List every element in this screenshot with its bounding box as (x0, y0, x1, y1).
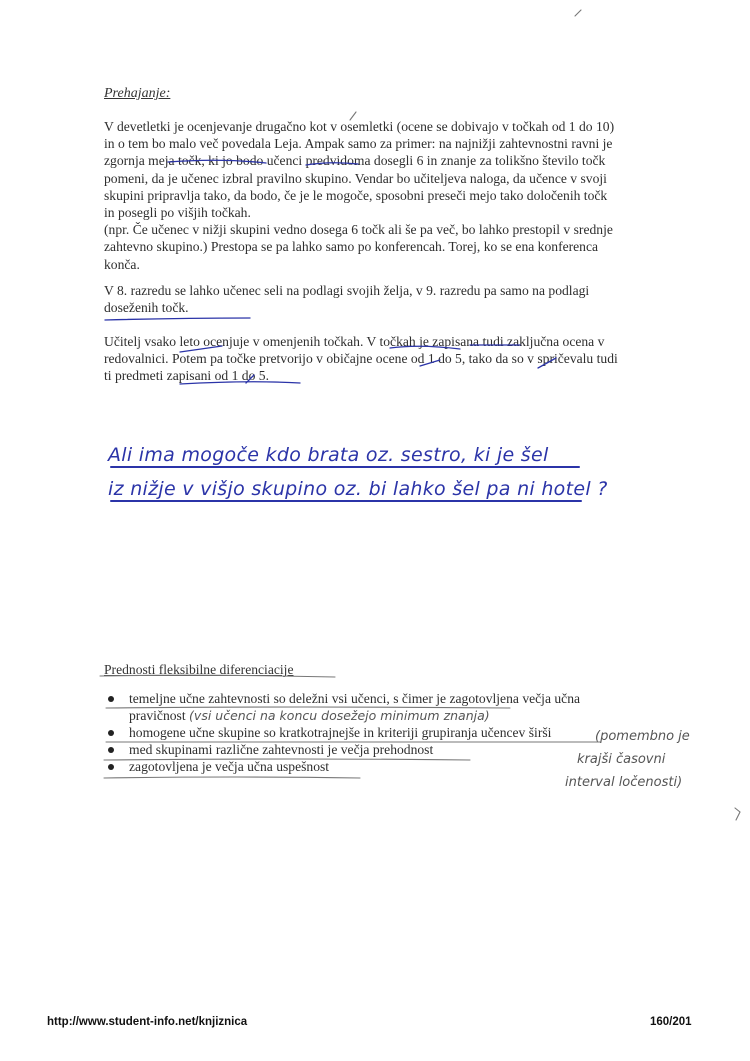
handwritten-note: (vsi učenci na koncu dosežejo minimum znanja) (189, 708, 490, 723)
text-line: konča. (104, 256, 140, 272)
side-note-line: interval ločenosti) (565, 775, 683, 790)
pen-underline (105, 318, 250, 320)
footer-page-number: 160/201 (650, 1016, 692, 1028)
advantages-list (104, 690, 624, 775)
text-line: pomeni, da je učenec izbral pravilno skupino. Vendar bo učiteljeva naloga, da učence v svoji (104, 170, 607, 186)
pencil-underline (104, 777, 360, 778)
list-item (104, 741, 624, 758)
side-note-line: krajši časovni (577, 752, 666, 767)
text-line: in posegli po višjih točkah. (104, 205, 251, 221)
text-line: V devetletki je ocenjevanje drugačno kot v osemletki (ocene se dobivajo v točkah od 1 do 10) (104, 119, 615, 134)
pencil-mark (735, 808, 740, 820)
footer-url: http://www.student-info.net/knjiznica (47, 1016, 248, 1028)
text-line: zahtevno skupino.) Prestopa se pa lahko samo po konferencah. Torej, ko se ena konferenca (104, 239, 599, 255)
text-line: in o tem bo malo več povedala Leja. Ampak samo za primer: na najnižji zahtevnostni ravni je (104, 136, 613, 152)
bullet-icon (108, 764, 114, 770)
section-heading-prednosti: Prednosti fleksibilne diferenciacije (104, 662, 294, 677)
bullet-text: temeljne učne zahtevnosti so deležni vsi učenci, s čimer je zagotovljena večja učna (129, 691, 581, 706)
text-line: V 8. razredu se lahko učenec seli na podlagi svojih želja, v 9. razredu pa samo na podlagi (104, 283, 590, 298)
handwritten-underline (110, 500, 582, 502)
pencil-mark (575, 10, 581, 16)
bullet-icon (108, 696, 114, 702)
text-line: doseženih točk. (104, 300, 189, 316)
text-line: zgornja meja točk, ki jo bodo učenci predvidoma dosegli 6 in znanje za tolikšno število točk (104, 153, 606, 169)
list-item (104, 758, 624, 775)
list-item (104, 724, 624, 741)
paragraph-ocenjevanje (104, 118, 649, 273)
handwritten-question-line-1: Ali ima mogoče kdo brata oz. sestro, ki je šel (108, 444, 549, 466)
text-line: Učitelj vsako leto ocenjuje v omenjenih točkah. V točkah je zapisana tudi zaključna ocena v (104, 334, 605, 349)
handwritten-question-line-2: iz nižje v višjo skupino oz. bi lahko šel pa ni hotel ? (108, 478, 608, 500)
text-line: (npr. Če učenec v nižji skupini vedno dosega 6 točk ali še pa več, bo lahko prestopil v srednje (104, 222, 613, 238)
handwritten-side-note (565, 725, 715, 794)
list-item (104, 690, 624, 707)
bullet-text: med skupinami različne zahtevnosti je večja prehodnost (129, 742, 434, 757)
text-line: ti predmeti zapisani od 1 do 5. (104, 368, 269, 384)
paragraph-ucitelj (104, 333, 649, 385)
bullet-text: zagotovljena je večja učna uspešnost (129, 759, 330, 774)
bullet-text: pravičnost (129, 708, 186, 723)
list-item-continuation (104, 707, 624, 724)
paragraph-razredi (104, 282, 649, 316)
bullet-text: homogene učne skupine so kratkotrajnejše in kriteriji grupiranja učencev širši (129, 725, 552, 740)
bullet-icon (108, 730, 114, 736)
handwritten-underline (110, 466, 580, 468)
text-line: redovalnici. Potem pa točke pretvorijo v običajne ocene od 1 do 5, tako da so v spričevalu tudi (104, 351, 618, 367)
section-heading-prehajanje: Prehajanje: (104, 86, 171, 101)
bullet-icon (108, 747, 114, 753)
text-line: skupini pripravlja tako, da bodo, če je le mogoče, sposobni preseči mejo tako določenih točk (104, 187, 608, 203)
side-note-line: (pomembno je (595, 729, 690, 744)
